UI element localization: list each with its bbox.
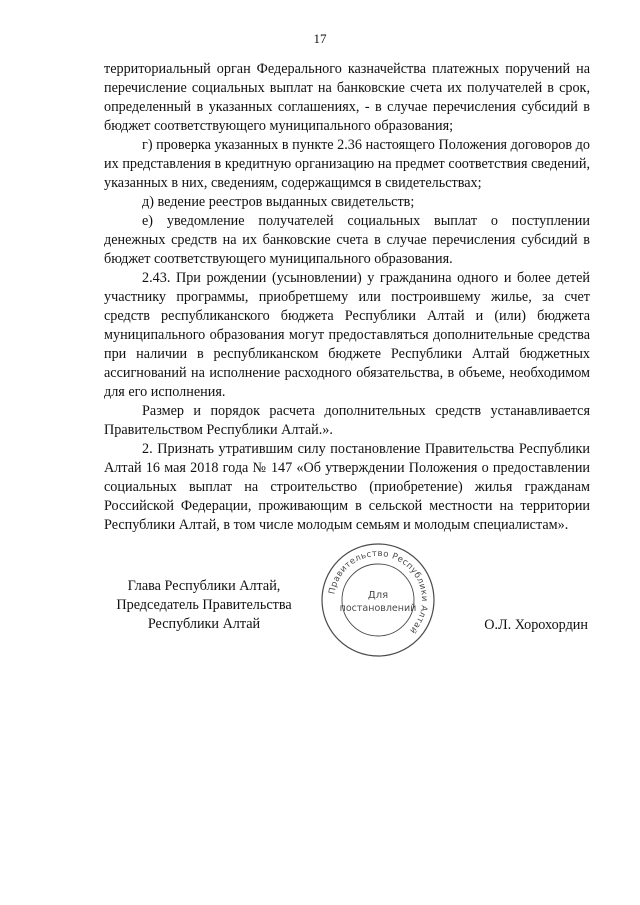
signer-name: О.Л. Хорохордин [484, 617, 588, 633]
paragraph-item-g: г) проверка указанных в пункте 2.36 настоящего Положения договоров до их представления в кредитную организацию на предмет соответствия сведений, указанных в них, сведениям, содержащимся в свидетельствах; [104, 137, 590, 191]
document-body [104, 60, 590, 535]
paragraph-item-e: е) уведомление получателей социальных выплат о поступлении денежных средств на их банковские счета в случае перечисления субсидий в бюджет соответствующего муниципального образования. [104, 213, 590, 267]
stamp-ring-text: Правительство Республики Алтай [327, 548, 430, 636]
paragraph-amount-order: Размер и порядок расчета дополнительных средств устанавливается Правительством Республики Алтай.». [104, 403, 590, 438]
official-seal-stamp [318, 540, 438, 660]
signer-title-line: Председатель Правительства [116, 597, 292, 613]
paragraph-point-2: 2. Признать утратившим силу постановление Правительства Республики Алтай 16 мая 2018 года № 147 «Об утверждении Положения о предоставлении социальных выплат на строительство (приобретение) жилья гражданам Российской Федерации, проживающим в сельской местности на территории Республики Алтай, в том числе молодым семьям и молодым специалистам». [104, 441, 590, 533]
signer-title-line: Республики Алтай [147, 616, 261, 632]
page-number: 17 [313, 31, 327, 46]
signer-title-line: Глава Республики Алтай, [127, 578, 281, 594]
stamp-center-text: постановлений [339, 603, 417, 614]
paragraph-2-43: 2.43. При рождении (усыновлении) у гражданина одного и более детей участнику программы, приобретшему или построившему жилье, за счет средств республиканского бюджета Республики Алтай и (или) бюджета муниципального образования могут предоставляться дополнительные средства при наличии в республиканском бюджете Республики Алтай бюджетных ассигнований на исполнение расходного обязательства, в объеме, необходимом для его исполнения. [104, 270, 590, 400]
stamp-center-text: Для [367, 590, 389, 601]
paragraph-item-d: д) ведение реестров выданных свидетельств; [142, 194, 415, 210]
paragraph-continuation: территориальный орган Федерального казначейства платежных поручений на перечисление социальных выплат на банковские счета их получателей в срок, определенный в указанных соглашениях, - в случае перечисления субсидий в бюджет соответствующего муниципального образования; [104, 61, 590, 134]
signer-title [104, 577, 304, 634]
